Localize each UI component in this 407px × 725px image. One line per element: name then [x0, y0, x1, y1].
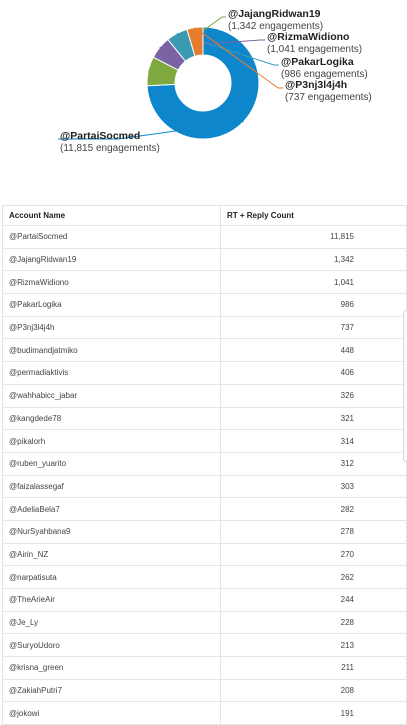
account-name-cell: @NurSyahbana9 [3, 521, 221, 543]
count-cell: 228 [340, 618, 354, 628]
account-name-cell: @krisna_green [3, 657, 221, 679]
account-name-cell: @PartaiSocmed [3, 226, 221, 248]
table-row [3, 430, 406, 453]
count-cell: 191 [340, 708, 354, 718]
table-row [3, 408, 406, 431]
account-name-cell: @RizmaWidiono [3, 271, 221, 293]
count-cell: 737 [340, 323, 354, 333]
account-name-cell: @pikalorh [3, 430, 221, 452]
account-name-cell: @Airin_NZ [3, 544, 221, 566]
slice-label: @JajangRidwan19 [228, 8, 321, 20]
count-cell: 211 [341, 663, 354, 673]
account-name-cell: @AdeliaBela7 [3, 498, 221, 520]
table-row [3, 453, 406, 476]
table-row [3, 362, 406, 385]
table-body [3, 226, 406, 725]
table-row [3, 702, 406, 725]
account-name-cell: @permadiaktivis [3, 362, 221, 384]
slice-value-label: (11,815 engagements) [60, 143, 160, 154]
count-cell: 321 [340, 413, 354, 423]
scroll-handle[interactable] [403, 310, 407, 462]
count-cell: 448 [340, 345, 354, 355]
count-cell: 244 [340, 595, 354, 605]
table-row [3, 544, 406, 567]
table-row [3, 271, 406, 294]
account-name-cell: @TheArieAir [3, 589, 221, 611]
table-row [3, 589, 406, 612]
count-cell: 406 [340, 368, 354, 378]
count-cell: 312 [340, 459, 354, 469]
table-row [3, 226, 406, 249]
account-name-cell: @narpatisuta [3, 566, 221, 588]
count-cell: 326 [340, 391, 354, 401]
table-row [3, 498, 406, 521]
count-cell: 278 [340, 527, 354, 537]
account-name-cell: @Je_Ly [3, 612, 221, 634]
account-name-cell: @P3nj3l4j4h [3, 317, 221, 339]
table-row [3, 612, 406, 635]
count-cell: 1,041 [333, 277, 354, 287]
account-name-cell: @ruben_yuarito [3, 453, 221, 475]
account-name-cell: @faizalassegaf [3, 476, 221, 498]
slice-label: @RizmaWidiono [267, 31, 350, 43]
table-row [3, 317, 406, 340]
count-cell: 986 [340, 300, 354, 310]
account-name-cell: @PakarLogika [3, 294, 221, 316]
count-cell: 314 [340, 436, 354, 446]
count-cell: 270 [340, 549, 354, 559]
count-cell: 1,342 [333, 255, 354, 265]
count-cell: 303 [340, 481, 354, 491]
count-cell: 213 [340, 640, 354, 650]
account-name-cell: @wahhabicc_jabar [3, 385, 221, 407]
table-row [3, 294, 406, 317]
count-cell: 282 [340, 504, 354, 514]
slice-label: @PakarLogika [281, 56, 354, 68]
slice-value-label: (1,342 engagements) [228, 21, 324, 32]
table-row [3, 566, 406, 589]
slice-value-label: (737 engagements) [285, 92, 372, 103]
table-row [3, 657, 406, 680]
table-header-row [3, 206, 406, 226]
table-row [3, 339, 406, 362]
slice-label: @PartaiSocmed [60, 130, 141, 142]
account-name-cell: @budimandjatmiko [3, 339, 221, 361]
table-row [3, 680, 406, 703]
engagement-table [2, 205, 407, 725]
table-row [3, 521, 406, 544]
table-row [3, 476, 406, 499]
table-row [3, 385, 406, 408]
slice-label: @P3nj3l4j4h [285, 79, 348, 91]
table-row [3, 634, 406, 657]
account-name-cell: @SuryoUdoro [3, 634, 221, 656]
account-name-cell: @JajangRidwan19 [3, 249, 221, 271]
account-name-cell: @ZakiahPutri7 [3, 680, 221, 702]
account-name-cell: @kangdede78 [3, 408, 221, 430]
slice-value-label: (986 engagements) [281, 69, 368, 80]
slice-value-label: (1,041 engagements) [267, 44, 363, 55]
header-account-name[interactable]: Account Name [3, 206, 221, 225]
count-cell: 11,815 [330, 232, 354, 242]
count-cell: 262 [340, 572, 354, 582]
account-name-cell: @jokowi [3, 702, 221, 724]
donut-chart [0, 0, 407, 190]
table-row [3, 249, 406, 272]
header-rt-reply-count[interactable]: RT + Reply Count [227, 211, 294, 220]
count-cell: 208 [340, 686, 354, 696]
